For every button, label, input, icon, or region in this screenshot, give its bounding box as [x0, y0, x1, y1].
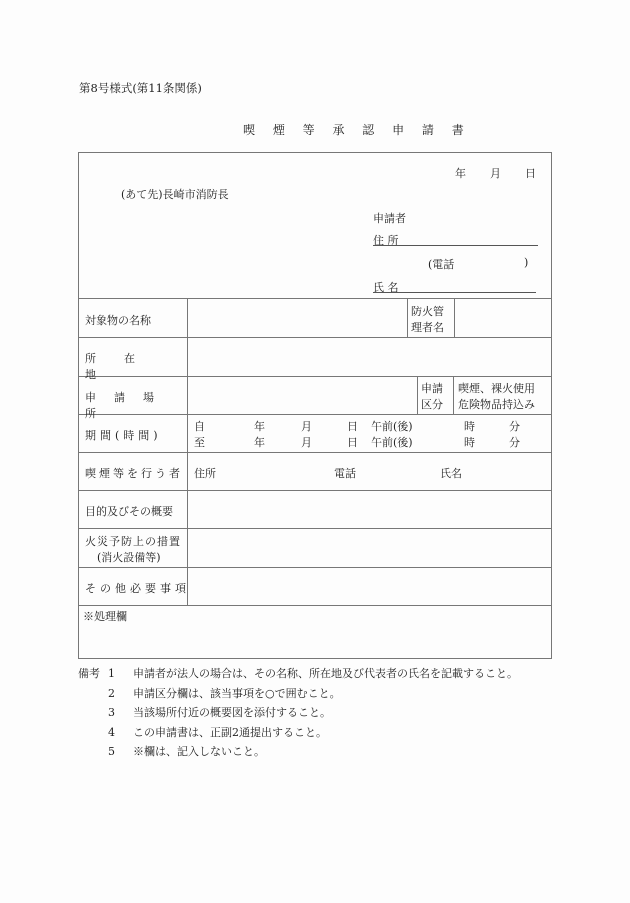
- divider: [453, 376, 454, 414]
- purpose-input[interactable]: [189, 491, 549, 528]
- date-day-label: 日: [525, 167, 536, 180]
- divider: [79, 605, 551, 606]
- from-hour: 時: [464, 420, 475, 433]
- purpose-label: 目的及びその概要: [85, 505, 173, 518]
- processing-label: ※処理欄: [83, 610, 127, 623]
- page-title: 喫 煙 等 承 認 申 請 書: [243, 123, 471, 137]
- other-matters-label: その他必要事項: [85, 582, 190, 595]
- to-minute: 分: [509, 436, 520, 449]
- applicant-label: 申請者: [373, 212, 406, 225]
- location-label: 所在地: [85, 352, 163, 381]
- period-label: 期間(時間): [85, 429, 162, 442]
- smoker-phone-label[interactable]: 電話: [334, 467, 356, 480]
- from-prefix: 自: [194, 420, 205, 433]
- from-month: 月: [301, 420, 312, 433]
- to-month: 月: [301, 436, 312, 449]
- applicant-address-label: 住 所: [373, 234, 399, 247]
- other-matters-input[interactable]: [189, 568, 549, 605]
- application-place-label: 申請場所: [85, 391, 172, 420]
- form-number: 第8号様式(第11条関係): [79, 81, 202, 95]
- to-day: 日: [347, 436, 358, 449]
- remarks-heading: 備考: [78, 667, 100, 680]
- fire-prevention-label-2: (消火設備等): [97, 551, 161, 564]
- remark-item: 2 申請区分欄は、該当事項を○で囲むこと。: [108, 686, 341, 700]
- applicant-name-label: 氏 名: [373, 281, 399, 294]
- to-hour: 時: [464, 436, 475, 449]
- remark-item: 4 この申請書は、正副2通提出すること。: [108, 725, 327, 739]
- phone-close-label: ): [524, 256, 529, 269]
- category-option-smoking[interactable]: 喫煙、裸火使用: [458, 382, 535, 395]
- from-year: 年: [254, 420, 265, 433]
- category-label-1: 申請: [421, 382, 443, 395]
- fire-manager-label-1: 防火管: [411, 305, 444, 318]
- fire-prevention-input[interactable]: [189, 529, 549, 567]
- to-ampm: 午前(後): [371, 436, 413, 449]
- divider: [187, 298, 188, 605]
- object-name-label: 対象物の名称: [85, 314, 151, 327]
- location-input[interactable]: [189, 338, 549, 376]
- object-name-input[interactable]: [189, 299, 407, 337]
- date-year-label: 年: [455, 167, 466, 180]
- divider: [417, 376, 418, 414]
- category-option-hazardous[interactable]: 危険物品持込み: [458, 398, 535, 411]
- divider: [407, 298, 408, 337]
- phone-open-label: (電話: [428, 258, 455, 271]
- from-day: 日: [347, 420, 358, 433]
- smoker-address-label[interactable]: 住所: [194, 467, 216, 480]
- divider: [79, 452, 551, 453]
- to-year: 年: [254, 436, 265, 449]
- remarks-section: [78, 664, 518, 762]
- category-label-2: 区分: [421, 398, 443, 411]
- addressee: (あて先)長崎市消防長: [121, 188, 229, 201]
- smoker-name-label[interactable]: 氏名: [440, 467, 462, 480]
- from-ampm: 午前(後): [371, 420, 413, 433]
- remark-item: 備考 1 申請者が法人の場合は、その名称、所在地及び代表者の氏名を記載すること。: [78, 664, 518, 684]
- application-place-input[interactable]: [189, 377, 415, 414]
- fire-manager-label-2: 理者名: [411, 321, 444, 334]
- from-minute: 分: [509, 420, 520, 433]
- application-form-table: [78, 152, 552, 659]
- fire-prevention-label-1: 火災予防上の措置: [85, 535, 181, 548]
- fire-manager-input[interactable]: [455, 299, 549, 337]
- applicant-address-input[interactable]: [373, 245, 538, 246]
- smoker-label: 喫煙等を行う者: [85, 467, 183, 480]
- date-month-label: 月: [490, 167, 501, 180]
- remark-item: 5 ※欄は、記入しないこと。: [108, 745, 265, 758]
- to-prefix: 至: [194, 436, 205, 449]
- applicant-name-input[interactable]: [373, 292, 536, 293]
- remark-item: 3 当該場所付近の概要図を添付すること。: [108, 706, 331, 719]
